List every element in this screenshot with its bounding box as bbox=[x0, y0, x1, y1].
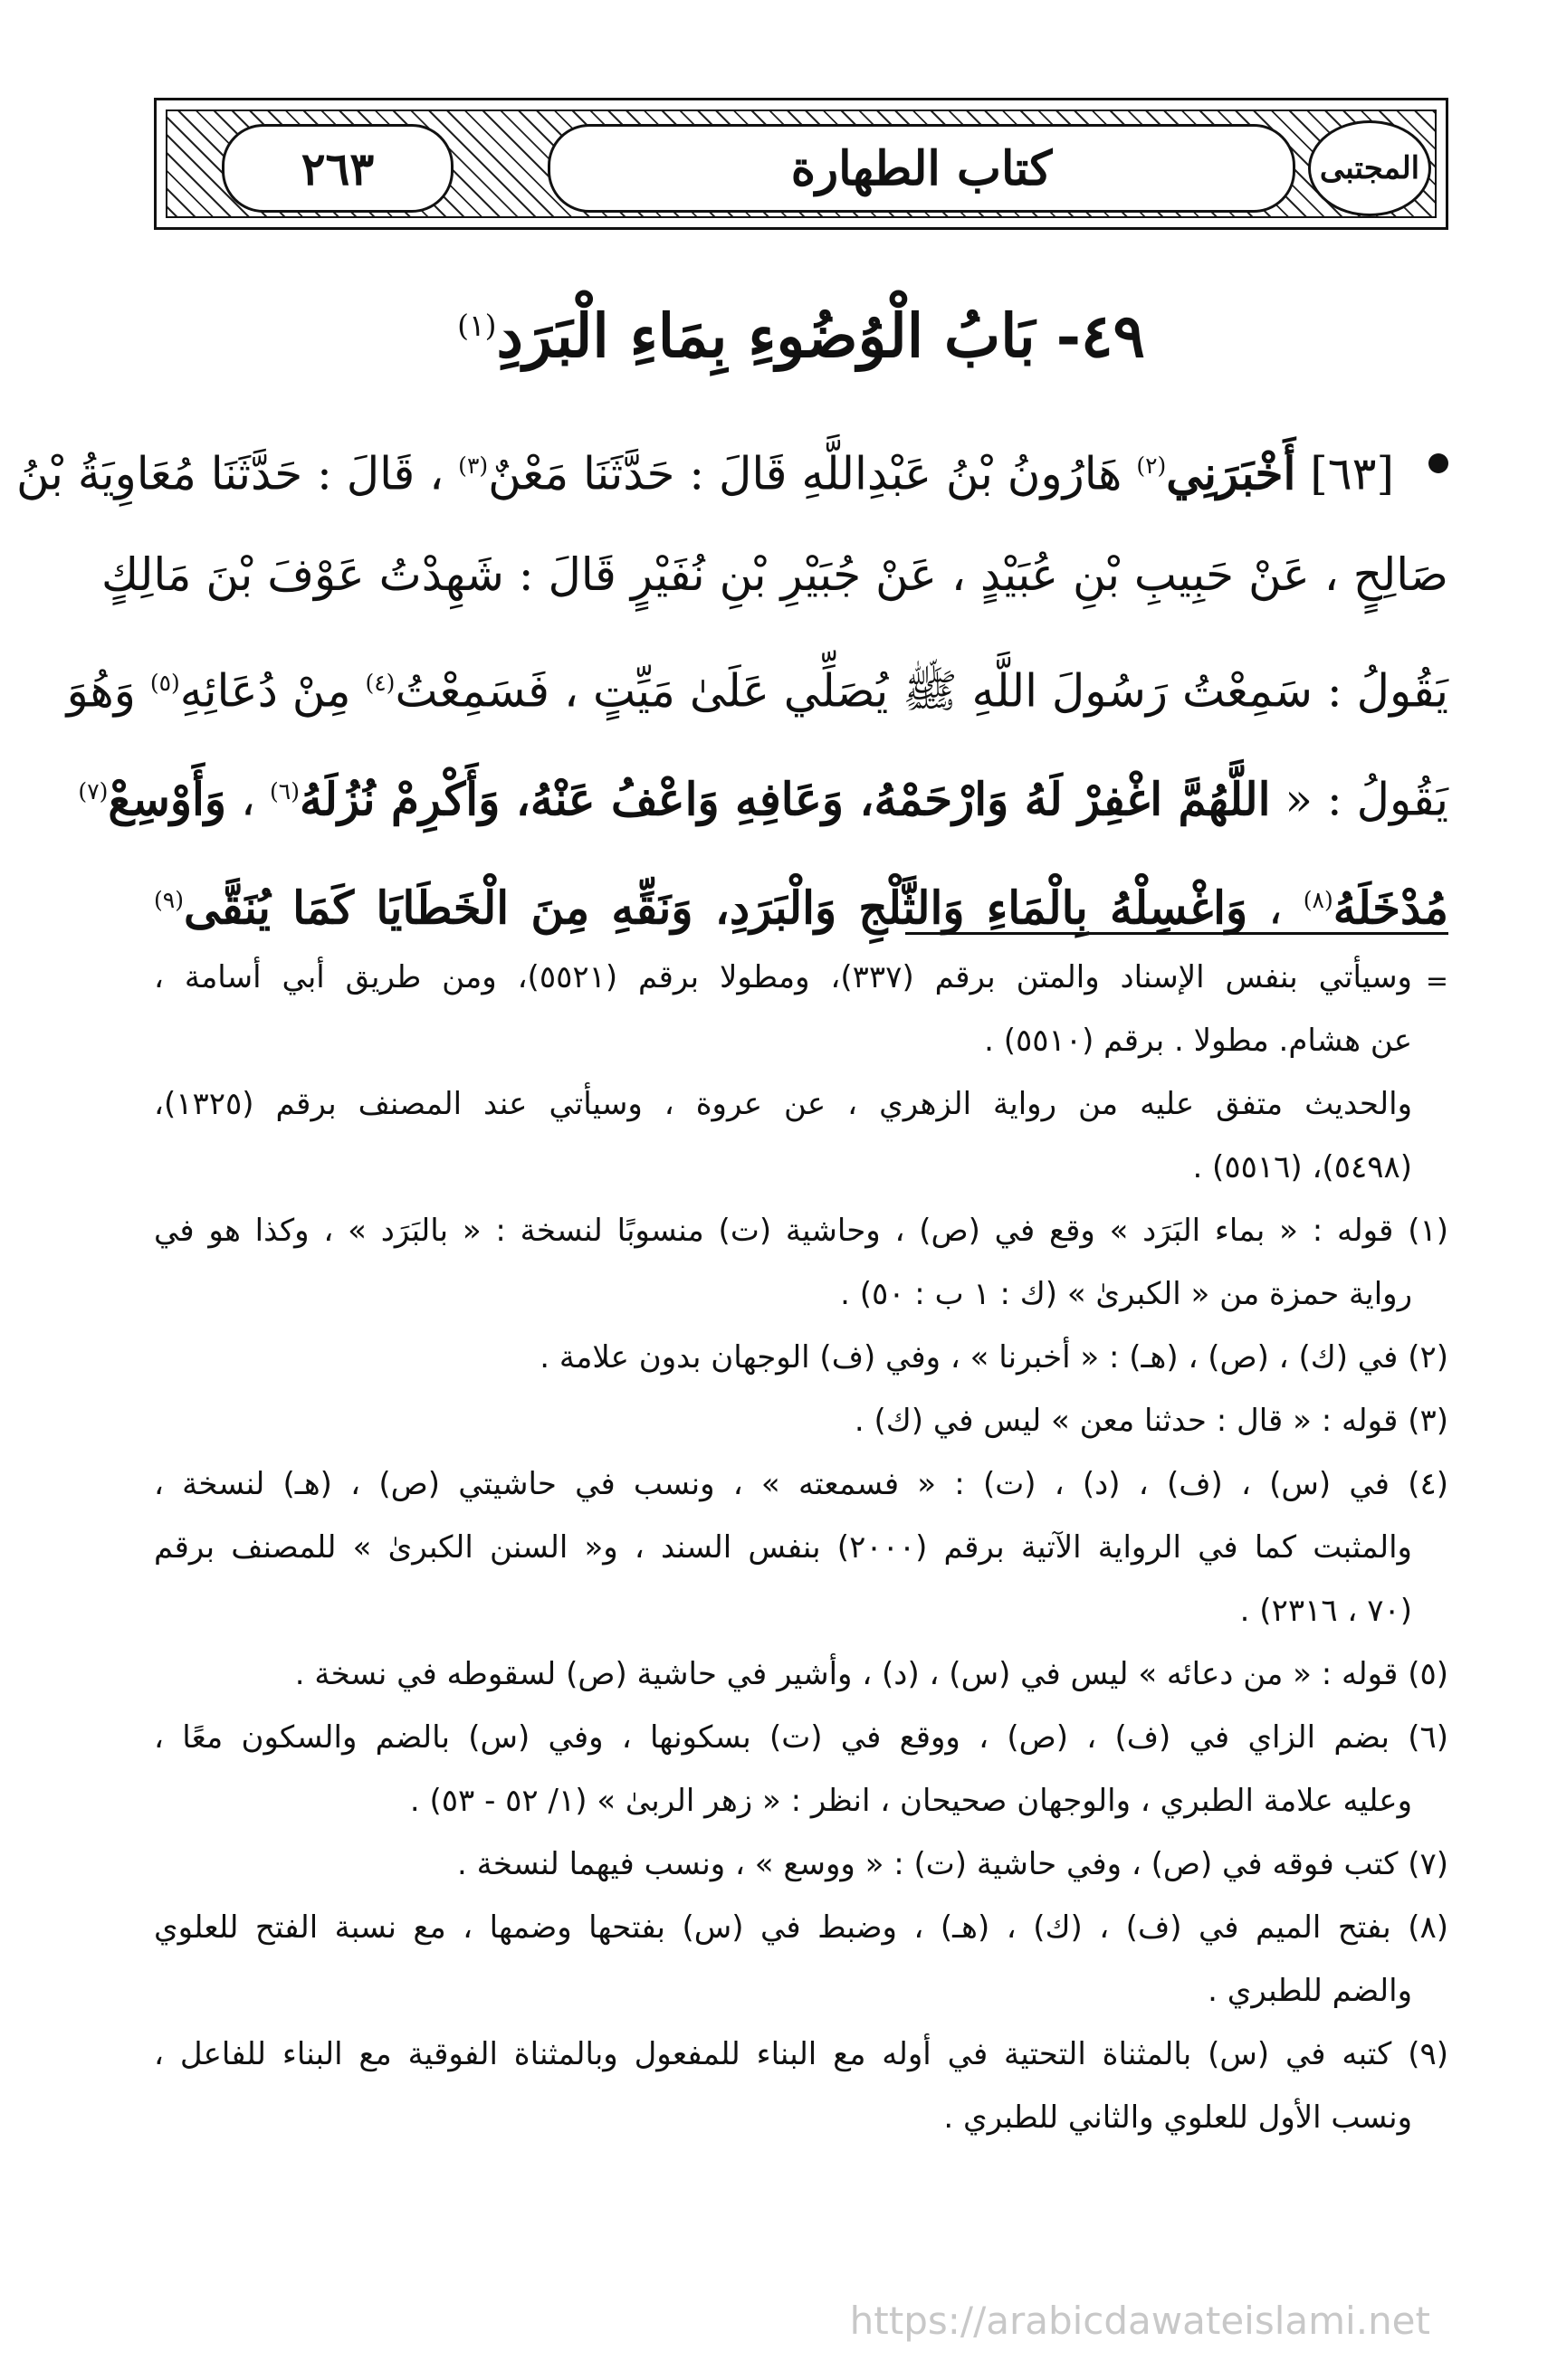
book-logo-medallion bbox=[1308, 120, 1431, 216]
footnote-line: وعليه علامة الطبري ، والوجهان صحيحان ، انظر : « زهر الربىٰ » (١/ ٥٢ - ٥٣) . bbox=[409, 1783, 1412, 1819]
page-header-banner bbox=[154, 98, 1448, 230]
chapter-heading bbox=[154, 281, 1448, 381]
footnote-line: (١) قوله : « بماء البَرَد » وقع في (ص) ، وحاشية (ت) منسوبًا لنسخة : « بالبَرَد » ، وكذا هو في bbox=[154, 1213, 1448, 1249]
hadith-line bbox=[154, 846, 1448, 955]
narration-text: صَالِحٍ ، عَنْ حَبِيبِ بْنِ عُبَيْدٍ ، عَنْ جُبَيْرِ بْنِ نُفَيْرٍ قَالَ : شَهِدْتُ عَوْفَ بْنَ مَالِكٍ bbox=[101, 548, 1448, 601]
chapter-title: - بَابُ الْوُضُوءِ بِمَاءِ الْبَرَدِ bbox=[496, 300, 1082, 371]
footnote-line: (٧٠ ، ٢٣١٦) . bbox=[1239, 1593, 1412, 1629]
supplication-text: اللَّهُمَّ اغْفِرْ لَهُ وَارْحَمْهُ، وَعَافِهِ وَاعْفُ عَنْهُ، وَأَكْرِمْ نُزُلَهُ bbox=[300, 772, 1271, 826]
hadith-line bbox=[15, 412, 1448, 520]
footnote-line: رواية حمزة من « الكبرىٰ » (ك : ١ ب : ٥٠) . bbox=[840, 1276, 1412, 1312]
ornamental-frame bbox=[166, 109, 1437, 218]
book-logo-text: المجتبى bbox=[1319, 150, 1420, 186]
footnotes bbox=[154, 946, 1448, 2149]
book-title: كتاب الطهارة bbox=[790, 140, 1053, 196]
footnote-line: (٦) بضم الزاي في (ف) ، (ص) ، ووقع في (ت) بسكونها ، وفي (س) بالضم والسكون معًا ، bbox=[154, 1719, 1448, 1756]
footnote-line: (٤) في (س) ، (ف) ، (د) ، (ت) : « فسمعته » ، ونسب في حاشيتي (ص) ، (هـ) لنسخة ، bbox=[154, 1466, 1448, 1502]
footnote-ref: (٧) bbox=[78, 778, 109, 804]
footnote-line: والضم للطبري . bbox=[1208, 1973, 1412, 2009]
supplication-text: مُدْخَلَهُ bbox=[1333, 881, 1448, 935]
page-number: ٢٦٣ bbox=[301, 141, 375, 195]
footnote-separator bbox=[905, 932, 1448, 935]
footnote-ref: (٩) bbox=[154, 887, 184, 913]
narration-text: وَهُوَ bbox=[66, 664, 150, 718]
footnote-line: (٥٤٩٨)، (٥٥١٦) . bbox=[1192, 1149, 1412, 1185]
footnote-line: (٩) كتبه في (س) بالمثناة التحتية في أوله مع البناء للمفعول وبالمثناة الفوقية مع البناء للفاعل ، bbox=[154, 2036, 1448, 2072]
narration-text: يَقُولُ : « bbox=[1270, 773, 1448, 826]
footnote-ref: (٣) bbox=[458, 452, 489, 479]
footnote-line: والحديث متفق عليه من رواية الزهري ، عن عروة ، وسيأتي عند المصنف برقم (١٣٢٥)، bbox=[154, 1086, 1412, 1122]
book-title-cartouche bbox=[548, 124, 1295, 213]
footnote-line: (٣) قوله : « قال : حدثنا معن » ليس في (ك) . bbox=[854, 1403, 1448, 1439]
footnote-ref: (٥) bbox=[149, 670, 180, 696]
chapter-number: ٤٩ bbox=[1081, 300, 1145, 371]
chapter-footnote-ref: (١) bbox=[457, 308, 497, 343]
narration-text: [٦٣] bbox=[1295, 447, 1394, 500]
footnote-line: (٢) في (ك) ، (ص) ، (هـ) : « أخبرنا » ، وفي (ف) الوجهان بدون علامة . bbox=[540, 1339, 1448, 1376]
supplication-text: أَخْبَرَنِي bbox=[1166, 446, 1296, 500]
watermark-url: https://arabicdawateislami.net bbox=[849, 2299, 1430, 2343]
supplication-text: وَأَوْسِعْ bbox=[108, 772, 227, 826]
footnote-line: ونسب الأول للعلوي والثاني للطبري . bbox=[943, 2099, 1412, 2136]
narration-text: هَارُونُ بْنُ عَبْدِاللَّهِ قَالَ : حَدَّثَنَا مَعْنٌ bbox=[488, 447, 1137, 500]
hadith-line bbox=[101, 520, 1448, 629]
footnote-line: (٨) بفتح الميم في (ف) ، (ك) ، (هـ) ، وضبط في (س) بفتحها وضمها ، مع نسبة الفتح للعلوي bbox=[154, 1909, 1448, 1946]
continuation-marker: = bbox=[1425, 966, 1448, 997]
footnote-line: عن هشام. مطولا . برقم (٥٥١٠) . bbox=[984, 1023, 1412, 1059]
footnote-line: (٥) قوله : « من دعائه » ليس في (س) ، (د) ، وأشير في حاشية (ص) لسقوطه في نسخة . bbox=[294, 1656, 1448, 1692]
page-number-cartouche bbox=[222, 124, 454, 213]
narration-text: ، bbox=[226, 773, 271, 826]
narration-text: مِنْ دُعَائِهِ bbox=[179, 664, 366, 718]
narration-text: ، bbox=[1247, 881, 1304, 935]
supplication-text: وَاغْسِلْهُ بِالْمَاءِ وَالثَّلْجِ وَالْبَرَدِ، وَنَقِّهِ مِنَ الْخَطَايَا كَمَا يُنَقَّى bbox=[183, 881, 1248, 935]
narration-text: يَقُولُ : سَمِعْتُ رَسُولَ اللَّهِ ﷺ يُصَلِّي عَلَىٰ مَيِّتٍ ، فَسَمِعْتُ bbox=[395, 664, 1448, 718]
hadith-line bbox=[78, 738, 1448, 846]
footnote-ref: (٨) bbox=[1303, 887, 1333, 913]
footnote-ref: (٢) bbox=[1136, 452, 1167, 479]
footnote-line: (٧) كتب فوقه في (ص) ، وفي حاشية (ت) : « ووسع » ، ونسب فيهما لنسخة . bbox=[457, 1846, 1448, 1882]
hadith-text bbox=[15, 412, 1448, 955]
footnote-ref: (٦) bbox=[270, 778, 300, 804]
bullet-icon bbox=[1428, 453, 1448, 473]
footnote-line: والمثبت كما في الرواية الآتية برقم (٢٠٠٠) بنفس السند ، و« السنن الكبرىٰ » للمصنف برقم bbox=[154, 1529, 1412, 1566]
narration-text: ، قَالَ : حَدَّثَنَا مُعَاوِيَةُ بْنُ bbox=[15, 447, 459, 500]
hadith-line bbox=[66, 629, 1448, 738]
footnote-ref: (٤) bbox=[365, 670, 396, 696]
footnote-line: وسيأتي بنفس الإسناد والمتن برقم (٣٣٧)، ومطولا برقم (٥٥٢١)، ومن طريق أبي أسامة ، bbox=[154, 959, 1412, 995]
